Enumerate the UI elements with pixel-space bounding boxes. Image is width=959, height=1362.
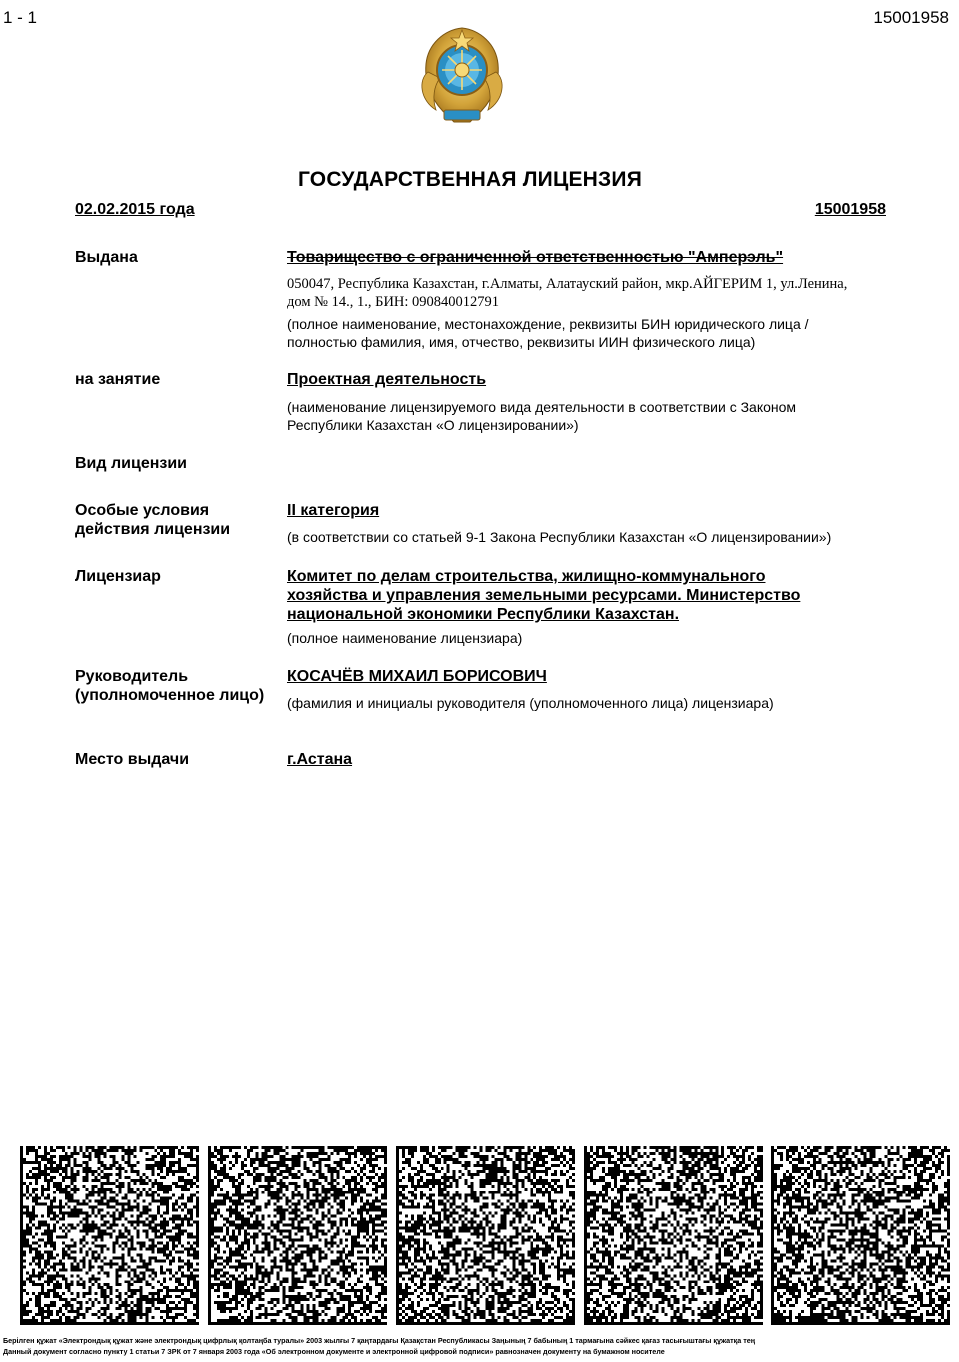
head-note: (фамилия и инициалы руководителя (уполномоченного лица) лицензиара)	[287, 695, 774, 711]
activity-value: Проектная деятельность	[287, 371, 487, 388]
document-title: ГОСУДАРСТВЕННАЯ ЛИЦЕНЗИЯ	[297, 168, 642, 191]
special-conditions-label-line1: Особые условия	[75, 502, 210, 519]
special-conditions-label-line2: действия лицензии	[75, 521, 231, 538]
barcode-icon	[20, 1146, 199, 1325]
licensor-line3: национальной экономики Республики Казахстан.	[287, 606, 680, 623]
barcode-icon	[208, 1146, 387, 1325]
footer-line-kz: Берілген құжат «Электрондық құжат және электрондық цифрлық қолтаңба туралы» 2003 жылғы 7 қаңтардағы Қазақстан Республикасы Заңының 7 бабының 1 тармағына сәйкес қағаз тасығыштағы құжатқа тең	[3, 1336, 756, 1345]
license-type-label: Вид лицензии	[75, 455, 188, 472]
barcode-icon	[771, 1146, 950, 1325]
head-label-line2: (уполномоченное лицо)	[75, 687, 265, 704]
licensor-label: Лицензиар	[75, 568, 161, 585]
document-number-top: 15001958	[873, 8, 949, 27]
activity-label: на занятие	[75, 371, 161, 388]
license-date: 02.02.2015 года	[75, 201, 195, 218]
barcode-row	[20, 1146, 950, 1326]
issued-to-address-line1: 050047, Республика Казахстан, г.Алматы, Алатауский район, мкр.АЙГЕРИМ 1, ул.Ленина,	[287, 276, 848, 292]
footer-line-ru: Данный документ согласно пункту 1 статьи 7 ЗРК от 7 января 2003 года «Об электронном документе и электронной цифровой подписи» равнозначен документу на бумажном носителе	[3, 1347, 665, 1356]
activity-note-line2: Республики Казахстан «О лицензировании»)	[287, 417, 579, 433]
issued-to-note-line1: (полное наименование, местонахождение, реквизиты БИН юридического лица /	[287, 316, 809, 332]
special-conditions-value: II категория	[287, 502, 380, 519]
barcode-icon	[396, 1146, 575, 1325]
issued-to-name: Товарищество с ограниченной ответственностью "Амперэль"	[287, 249, 784, 266]
license-number: 15001958	[814, 201, 886, 218]
licensor-line1: Комитет по делам строительства, жилищно-коммунального	[287, 568, 766, 585]
licensor-line2: хозяйства и управления земельными ресурсами. Министерство	[287, 587, 801, 604]
head-label-line1: Руководитель	[75, 668, 189, 685]
issued-to-address-line2: дом № 14., 1., БИН: 090840012791	[287, 294, 500, 310]
activity-note-line1: (наименование лицензируемого вида деятельности в соответствии с Законом	[287, 399, 797, 415]
barcode-icon	[584, 1146, 763, 1325]
special-conditions-note: (в соответствии со статьей 9-1 Закона Республики Казахстан «О лицензировании»)	[287, 529, 832, 545]
issued-to-note-line2: полностью фамилия, имя, отчество, реквизиты ИИН физического лица)	[287, 334, 756, 350]
page-number: 1 - 1	[3, 8, 38, 27]
state-emblem-icon	[414, 24, 510, 128]
head-name: КОСАЧЁВ МИХАИЛ БОРИСОВИЧ	[287, 668, 547, 685]
place-label: Место выдачи	[75, 751, 190, 768]
licensor-note: (полное наименование лицензиара)	[287, 630, 523, 646]
place-value: г.Астана	[287, 751, 353, 768]
issued-to-label: Выдана	[75, 249, 138, 266]
